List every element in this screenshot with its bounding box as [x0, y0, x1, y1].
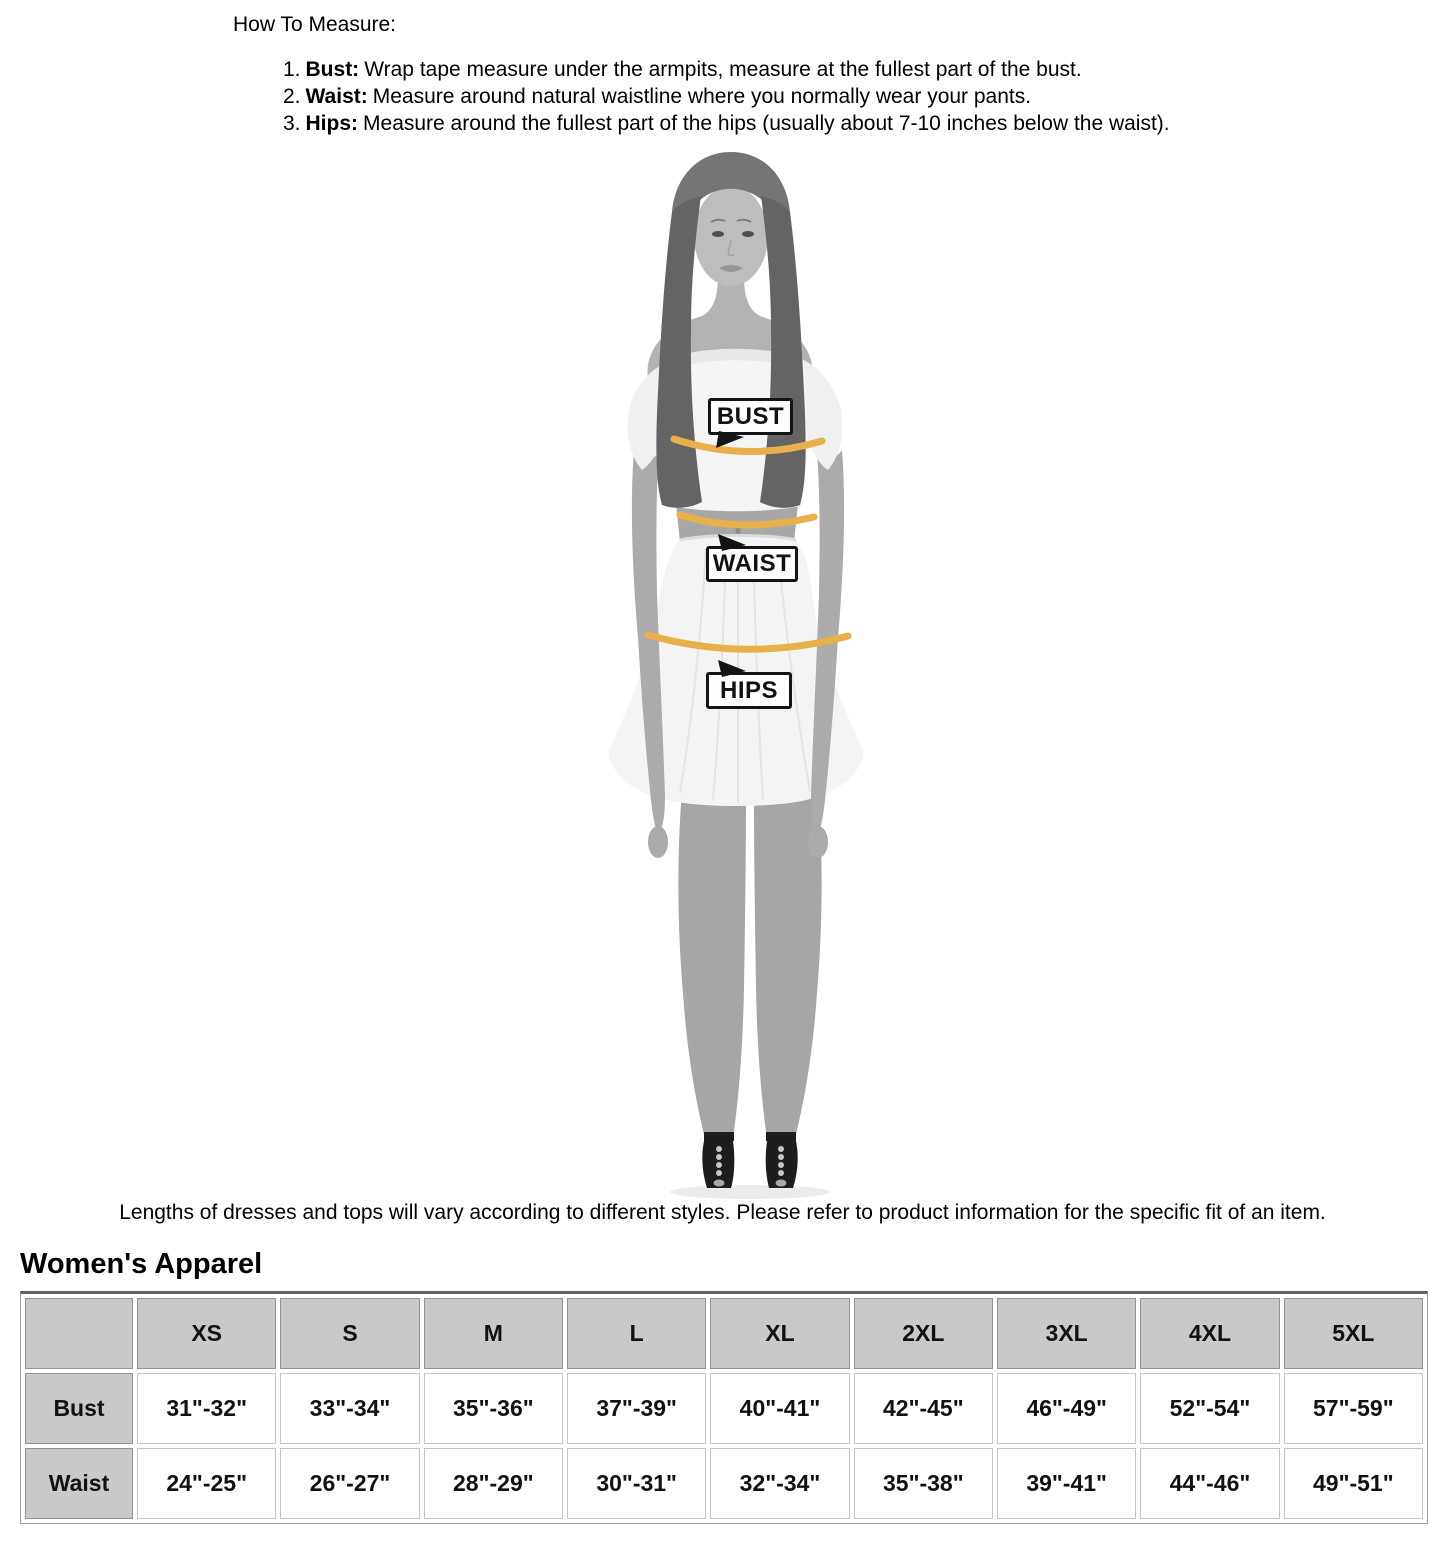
waist-cell-xl: 32"-34" [710, 1448, 849, 1519]
waist-cell-l: 30"-31" [567, 1448, 706, 1519]
waist-label-text: WAIST [712, 550, 792, 577]
step-text: Measure around natural waistline where you normally wear your pants. [372, 85, 1032, 108]
model-right-sleeve [804, 360, 842, 470]
bust-label-tail-icon [716, 431, 744, 448]
step-label: Waist: [305, 85, 368, 108]
measure-step-waist [283, 83, 1170, 110]
model-figure [550, 148, 910, 1200]
bust-cell-l: 37"-39" [567, 1373, 706, 1444]
model-left-leg [678, 790, 746, 1138]
hips-label-text: HIPS [719, 676, 778, 704]
col-header-xl: XL [710, 1298, 849, 1369]
measure-step-bust [283, 56, 1170, 83]
waist-cell-xs: 24"-25" [137, 1448, 276, 1519]
waist-label-bubble [706, 546, 798, 582]
bust-cell-xs: 31"-32" [137, 1373, 276, 1444]
model-right-shoe [766, 1132, 798, 1188]
bust-label-bubble [708, 398, 793, 435]
waist-label-tail-icon [718, 534, 746, 551]
bust-cell-s: 33"-34" [280, 1373, 419, 1444]
bust-cell-xl: 40"-41" [710, 1373, 849, 1444]
bust-cell-5xl: 57"-59" [1284, 1373, 1423, 1444]
step-text: Measure around the fullest part of the hips (usually about 7-10 inches below the waist). [363, 112, 1170, 135]
measure-step-hips [283, 110, 1170, 137]
step-number: 2. [283, 85, 301, 108]
step-text: Wrap tape measure under the armpits, measure at the fullest part of the bust. [364, 58, 1082, 81]
col-header-3xl: 3XL [997, 1298, 1136, 1369]
corner-cell [25, 1298, 133, 1369]
step-label: Hips: [305, 112, 359, 135]
col-header-5xl: 5XL [1284, 1298, 1423, 1369]
bust-cell-4xl: 52"-54" [1140, 1373, 1279, 1444]
section-title: Women's Apparel [20, 1248, 263, 1280]
measure-steps [283, 56, 1170, 137]
hips-label-bubble [706, 672, 792, 709]
bust-cell-3xl: 46"-49" [997, 1373, 1136, 1444]
bust-cell-2xl: 42"-45" [854, 1373, 993, 1444]
step-number: 3. [283, 112, 301, 135]
waist-cell-s: 26"-27" [280, 1448, 419, 1519]
size-table-wrap [20, 1291, 1428, 1524]
col-header-xs: XS [137, 1298, 276, 1369]
col-header-2xl: 2XL [854, 1298, 993, 1369]
waist-cell-5xl: 49"-51" [1284, 1448, 1423, 1519]
waist-cell-3xl: 39"-41" [997, 1448, 1136, 1519]
row-header-waist: Waist [25, 1448, 133, 1519]
bust-label-text: BUST [716, 402, 785, 430]
fit-note: Lengths of dresses and tops will vary according to different styles. Please refer to product information for the specific fit of an item. [119, 1201, 1326, 1224]
model-left-shoe [702, 1132, 734, 1188]
waist-cell-4xl: 44"-46" [1140, 1448, 1279, 1519]
row-header-bust: Bust [25, 1373, 133, 1444]
step-number: 1. [283, 58, 301, 81]
table-row-bust [25, 1373, 1423, 1444]
col-header-s: S [280, 1298, 419, 1369]
step-label: Bust: [305, 58, 360, 81]
bust-cell-m: 35"-36" [424, 1373, 563, 1444]
col-header-m: M [424, 1298, 563, 1369]
floor-shadow [670, 1185, 830, 1199]
howto-title: How To Measure: [233, 13, 397, 36]
waist-cell-2xl: 35"-38" [854, 1448, 993, 1519]
hips-label-tail-icon [718, 660, 746, 677]
waist-cell-m: 28"-29" [424, 1448, 563, 1519]
size-header-row [25, 1298, 1423, 1369]
size-table [21, 1294, 1427, 1523]
col-header-4xl: 4XL [1140, 1298, 1279, 1369]
table-row-waist [25, 1448, 1423, 1519]
col-header-l: L [567, 1298, 706, 1369]
